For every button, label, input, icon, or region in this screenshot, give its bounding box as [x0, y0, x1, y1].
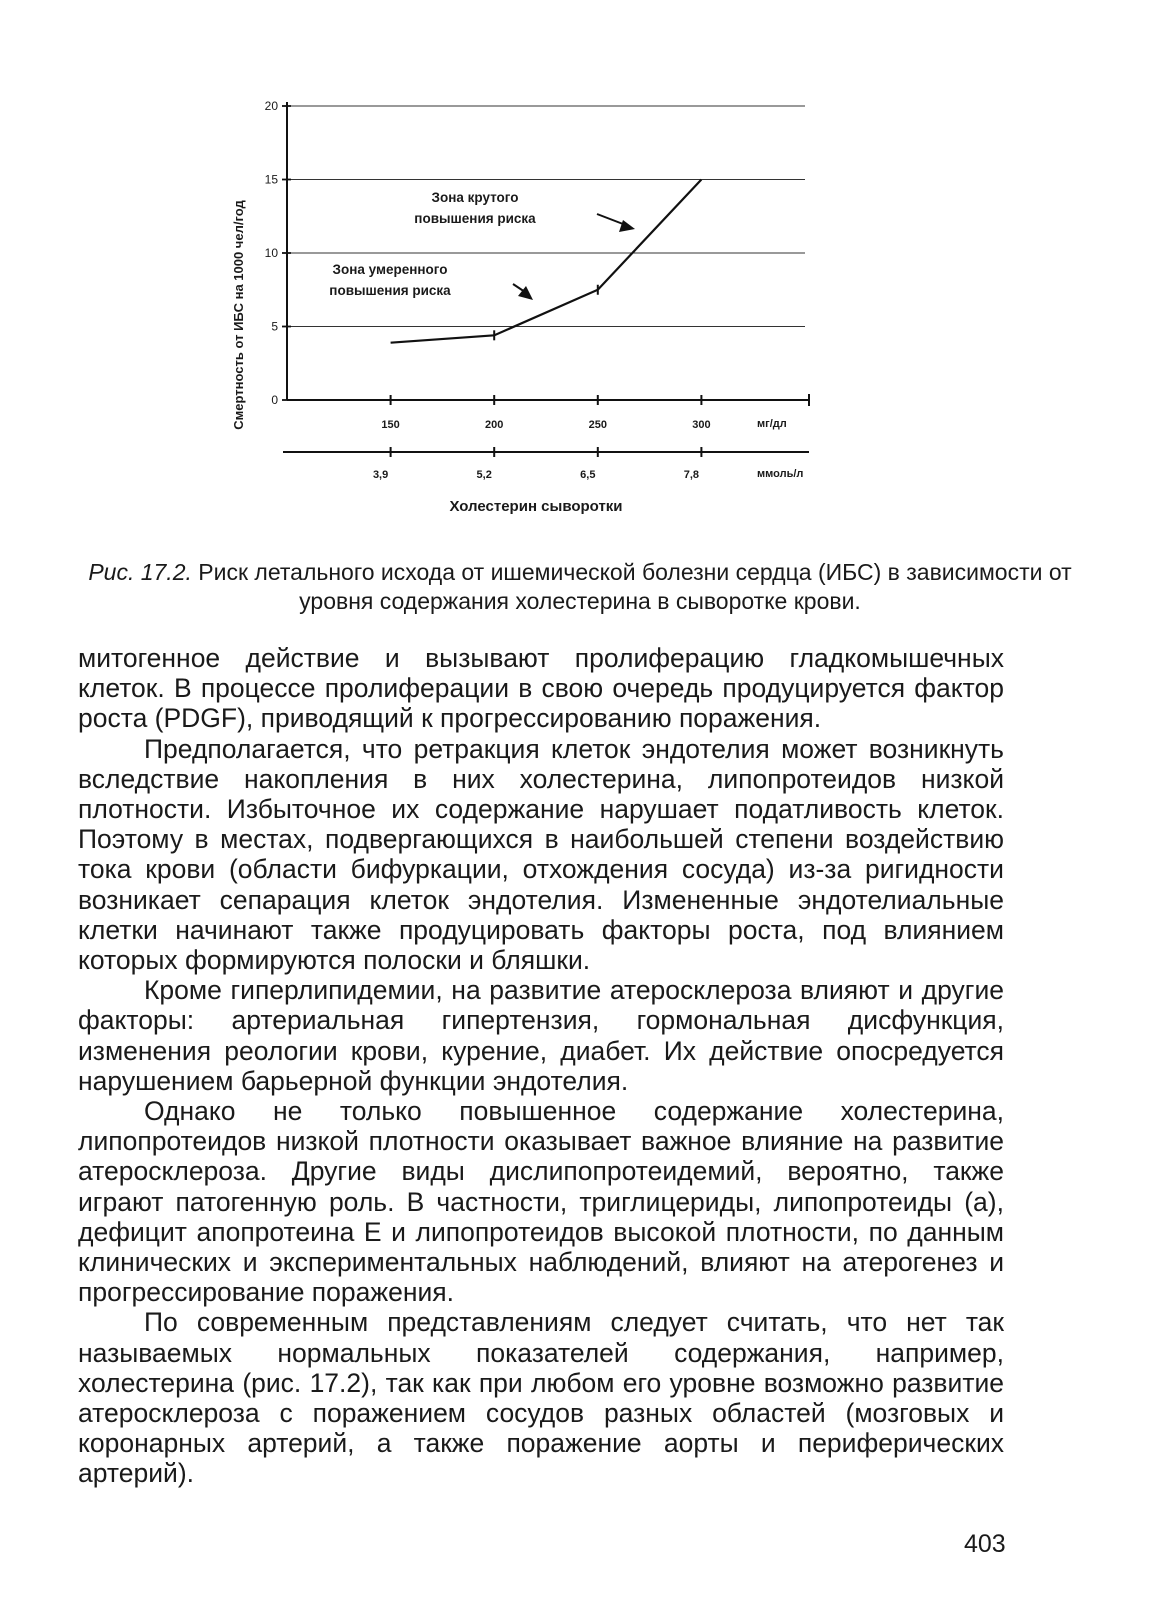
x-axis-primary	[287, 394, 809, 431]
x-tick-label: 200	[485, 419, 504, 431]
figure-caption	[80, 558, 1080, 616]
paragraph: Кроме гиперлипидемии, на развитие атеросклероза влияют и другие факторы: артериальная гипертензия, гормональная дисфункция, изменения реологии крови, курение, диабет. Их действие опосредуется нарушением барьерной функции эндотелия.	[78, 975, 1004, 1096]
annotation-steep-line2: повышения риска	[414, 211, 536, 226]
x2-unit-label: ммоль/л	[757, 468, 804, 480]
body-text	[78, 643, 1004, 1489]
x-axis-label: Холестерин сыворотки	[449, 498, 623, 515]
x-axis-secondary	[283, 447, 809, 481]
annotations-layer	[329, 190, 635, 300]
paragraph: митогенное действие и вызывают пролиферацию гладкомышечных клеток. В процессе пролиферации в свою очередь продуцируется фактор роста (PDGF), приводящий к прогрессированию поражения.	[78, 643, 1004, 734]
x-tick-label: 150	[381, 419, 400, 431]
x-unit-label: мг/дл	[757, 418, 787, 430]
annotation-arrowhead	[619, 220, 635, 232]
paragraph: Однако не только повышенное содержание холестерина, липопротеидов низкой плотности оказывает важное влияние на развитие атеросклероза. Другие виды дислипопротеидемий, вероятно, также играют патогенную роль. В частности, триглицериды, липопротеиды (а), дефицит апопротеина Е и липопротеидов высокой плотности, по данным клинических и экспериментальных наблюдений, влияют на атерогенез и прогрессирование поражения.	[78, 1096, 1004, 1308]
paragraph: Предполагается, что ретракция клеток эндотелия может возникнуть вследствие накопления в них холестерина, липопротеидов низкой плотности. Избыточное их содержание нарушает податливость клеток. Поэтому в местах, подвергающихся в наибольшей степени воздействию тока крови (области бифуркации, отхождения сосуда) из-за ригидности возникает сепарация клеток эндотелия. Измененные эндотелиальные клетки начинают также продуцировать факторы роста, под влиянием которых формируются полоски и бляшки.	[78, 733, 1004, 976]
paragraph: По современным представлениям следует считать, что нет так называемых нормальных показателей содержания, например, холестерина (рис. 17.2), так как при любом его уровне возможно развитие атеросклероза с поражением сосудов разных областей (мозговых и коронарных артерий, а также поражение аорты и периферических артерий).	[78, 1307, 1004, 1489]
x-tick-label: 250	[588, 419, 607, 431]
risk-chart	[225, 90, 825, 530]
y-tick-label: 5	[271, 319, 278, 334]
annotation-moderate-line2: повышения риска	[329, 283, 451, 298]
x-tick-label: 300	[692, 419, 711, 431]
y-axis	[265, 99, 291, 407]
figure-caption-text: Риск летального исхода от ишемической болезни сердца (ИБС) в зависимости от уровня содержания холестерина в сыворотке крови.	[198, 559, 1072, 614]
page-number: 403	[964, 1530, 1006, 1558]
x2-tick-label: 6,5	[580, 469, 596, 481]
y-tick-label: 0	[271, 393, 278, 407]
y-tick-label: 20	[264, 99, 278, 113]
x2-tick-label: 7,8	[683, 469, 700, 481]
annotation-moderate-line1: Зона умеренного	[332, 262, 448, 277]
y-tick-label: 10	[264, 246, 278, 260]
y-axis-label: Смертность от ИБС на 1000 чел/год	[231, 200, 246, 430]
y-tick-label: 15	[264, 172, 278, 187]
annotation-steep-line1: Зона крутого	[431, 190, 519, 205]
x2-tick-label: 3,9	[372, 469, 389, 481]
annotation-arrow	[597, 214, 623, 224]
figure-number: Рис. 17.2.	[88, 559, 192, 585]
x2-tick-label: 5,2	[476, 469, 492, 481]
